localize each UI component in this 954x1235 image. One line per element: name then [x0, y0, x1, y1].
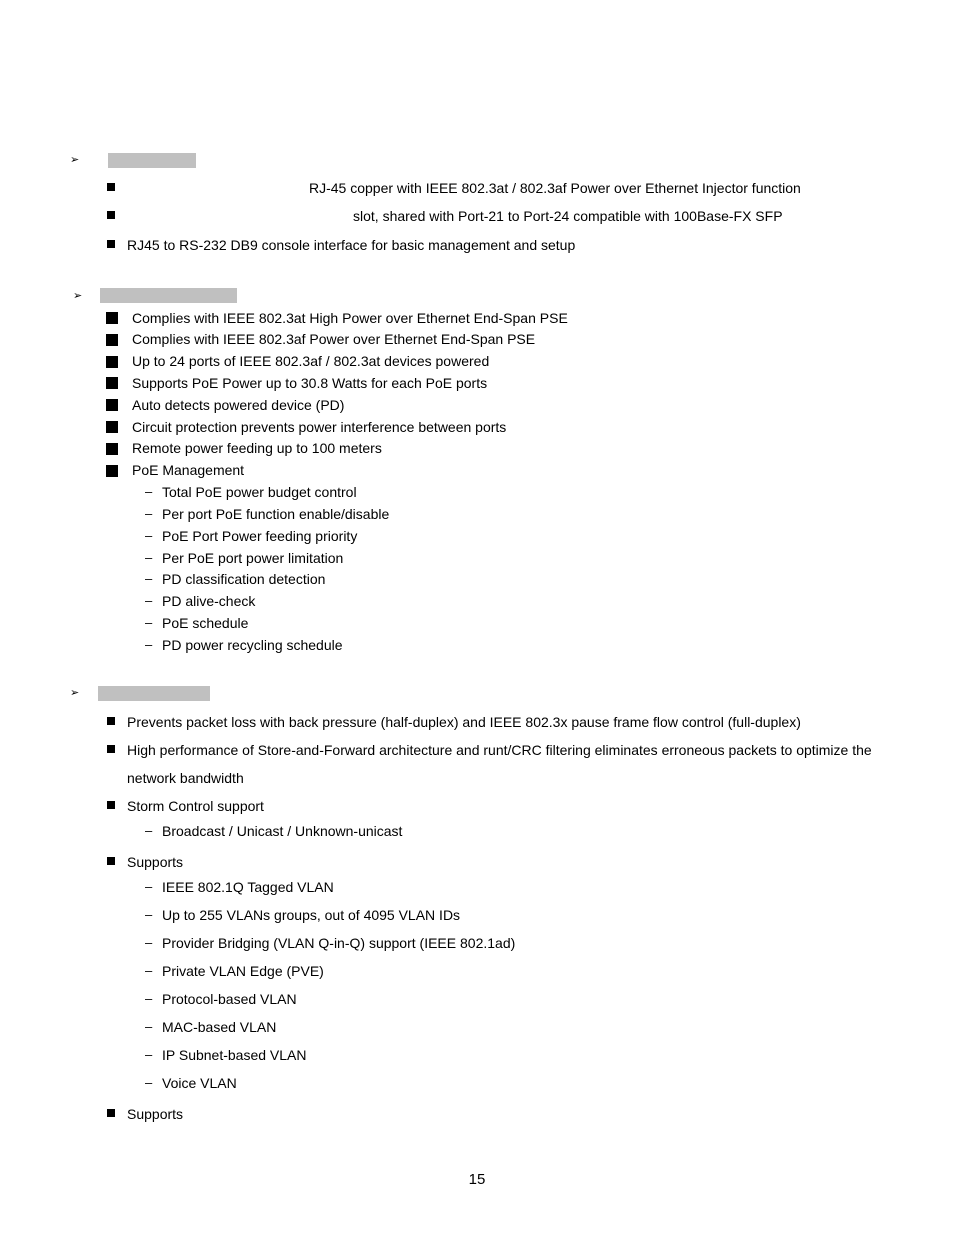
dash-bullet-icon: –	[145, 907, 153, 922]
bullet-square-icon	[107, 183, 115, 191]
list-item: Supports	[127, 1106, 184, 1122]
dash-bullet-icon: –	[145, 879, 153, 894]
sub-list-item: IEEE 802.1Q Tagged VLAN	[162, 879, 334, 895]
list-item: Complies with IEEE 802.3at High Power over Ethernet End-Span PSE	[132, 310, 568, 326]
sub-list-item: Voice VLAN	[162, 1075, 237, 1091]
sub-list-item: Up to 255 VLANs groups, out of 4095 VLAN IDs	[162, 907, 461, 923]
sub-list-item: PoE schedule	[162, 615, 249, 631]
sub-list-item: Provider Bridging (VLAN Q-in-Q) support (IEEE 802.1ad)	[162, 935, 516, 951]
section-arrow-icon: ➢	[70, 686, 80, 699]
dash-bullet-icon: –	[145, 823, 153, 838]
section-arrow-icon: ➢	[70, 153, 80, 166]
sub-list-item: PD alive-check	[162, 593, 256, 609]
bullet-square-icon	[107, 211, 115, 219]
sub-list-item: PD power recycling schedule	[162, 637, 343, 653]
bullet-square-icon	[106, 377, 118, 389]
list-item: High performance of Store-and-Forward architecture and runt/CRC filtering eliminates erroneous packets to optimize the	[127, 742, 872, 758]
section-arrow-icon: ➢	[73, 289, 83, 302]
list-item: Prevents packet loss with back pressure (half-duplex) and IEEE 802.3x pause frame flow control (full-duplex)	[127, 714, 801, 730]
list-item: PoE Management	[132, 462, 245, 478]
dash-bullet-icon: –	[145, 1019, 153, 1034]
bullet-square-icon	[106, 465, 118, 477]
list-item: RJ45 to RS-232 DB9 console interface for basic management and setup	[127, 237, 576, 253]
sub-list-item: Total PoE power budget control	[162, 484, 357, 500]
list-item: Supports	[127, 854, 184, 870]
list-item: Circuit protection prevents power interference between ports	[132, 419, 507, 435]
bullet-square-icon	[107, 801, 115, 809]
sub-list-item: Private VLAN Edge (PVE)	[162, 963, 324, 979]
bullet-square-icon	[107, 857, 115, 865]
list-item: Storm Control support	[127, 798, 264, 814]
list-item: Up to 24 ports of IEEE 802.3af / 802.3at devices powered	[132, 353, 490, 369]
bullet-square-icon	[107, 717, 115, 725]
sub-list-item: MAC-based VLAN	[162, 1019, 277, 1035]
dash-bullet-icon: –	[145, 1047, 153, 1062]
dash-bullet-icon: –	[145, 991, 153, 1006]
list-item: slot, shared with Port-21 to Port-24 compatible with 100Base-FX SFP	[353, 208, 783, 224]
bullet-square-icon	[106, 421, 118, 433]
bullet-square-icon	[107, 745, 115, 753]
bullet-square-icon	[107, 1109, 115, 1117]
sub-list-item: Per PoE port power limitation	[162, 550, 344, 566]
dash-bullet-icon: –	[145, 615, 153, 630]
dash-bullet-icon: –	[145, 593, 153, 608]
dash-bullet-icon: –	[145, 550, 153, 565]
dash-bullet-icon: –	[145, 528, 153, 543]
bullet-square-icon	[106, 356, 118, 368]
bullet-square-icon	[106, 334, 118, 346]
sub-list-item: IP Subnet-based VLAN	[162, 1047, 307, 1063]
list-item: Complies with IEEE 802.3af Power over Ethernet End-Span PSE	[132, 331, 536, 347]
dash-bullet-icon: –	[145, 963, 153, 978]
sub-list-item: PoE Port Power feeding priority	[162, 528, 358, 544]
sub-list-item: Protocol-based VLAN	[162, 991, 297, 1007]
dash-bullet-icon: –	[145, 571, 153, 586]
dash-bullet-icon: –	[145, 506, 153, 521]
bullet-square-icon	[106, 443, 118, 455]
section-heading-bar	[98, 686, 210, 701]
dash-bullet-icon: –	[145, 484, 153, 499]
dash-bullet-icon: –	[145, 935, 153, 950]
section-heading-bar	[100, 288, 237, 303]
list-item: Remote power feeding up to 100 meters	[132, 440, 382, 456]
section-heading-bar	[108, 153, 196, 168]
list-item: RJ-45 copper with IEEE 802.3at / 802.3af Power over Ethernet Injector function	[309, 180, 801, 196]
sub-list-item: PD classification detection	[162, 571, 326, 587]
page-number: 15	[468, 1171, 486, 1188]
list-item: Supports PoE Power up to 30.8 Watts for each PoE ports	[132, 375, 488, 391]
sub-list-item: Per port PoE function enable/disable	[162, 506, 390, 522]
bullet-square-icon	[106, 399, 118, 411]
sub-list-item: Broadcast / Unicast / Unknown-unicast	[162, 823, 403, 839]
list-item: Auto detects powered device (PD)	[132, 397, 345, 413]
bullet-square-icon	[107, 240, 115, 248]
bullet-square-icon	[106, 312, 118, 324]
list-item-continuation: network bandwidth	[127, 770, 244, 786]
dash-bullet-icon: –	[145, 637, 153, 652]
dash-bullet-icon: –	[145, 1075, 153, 1090]
